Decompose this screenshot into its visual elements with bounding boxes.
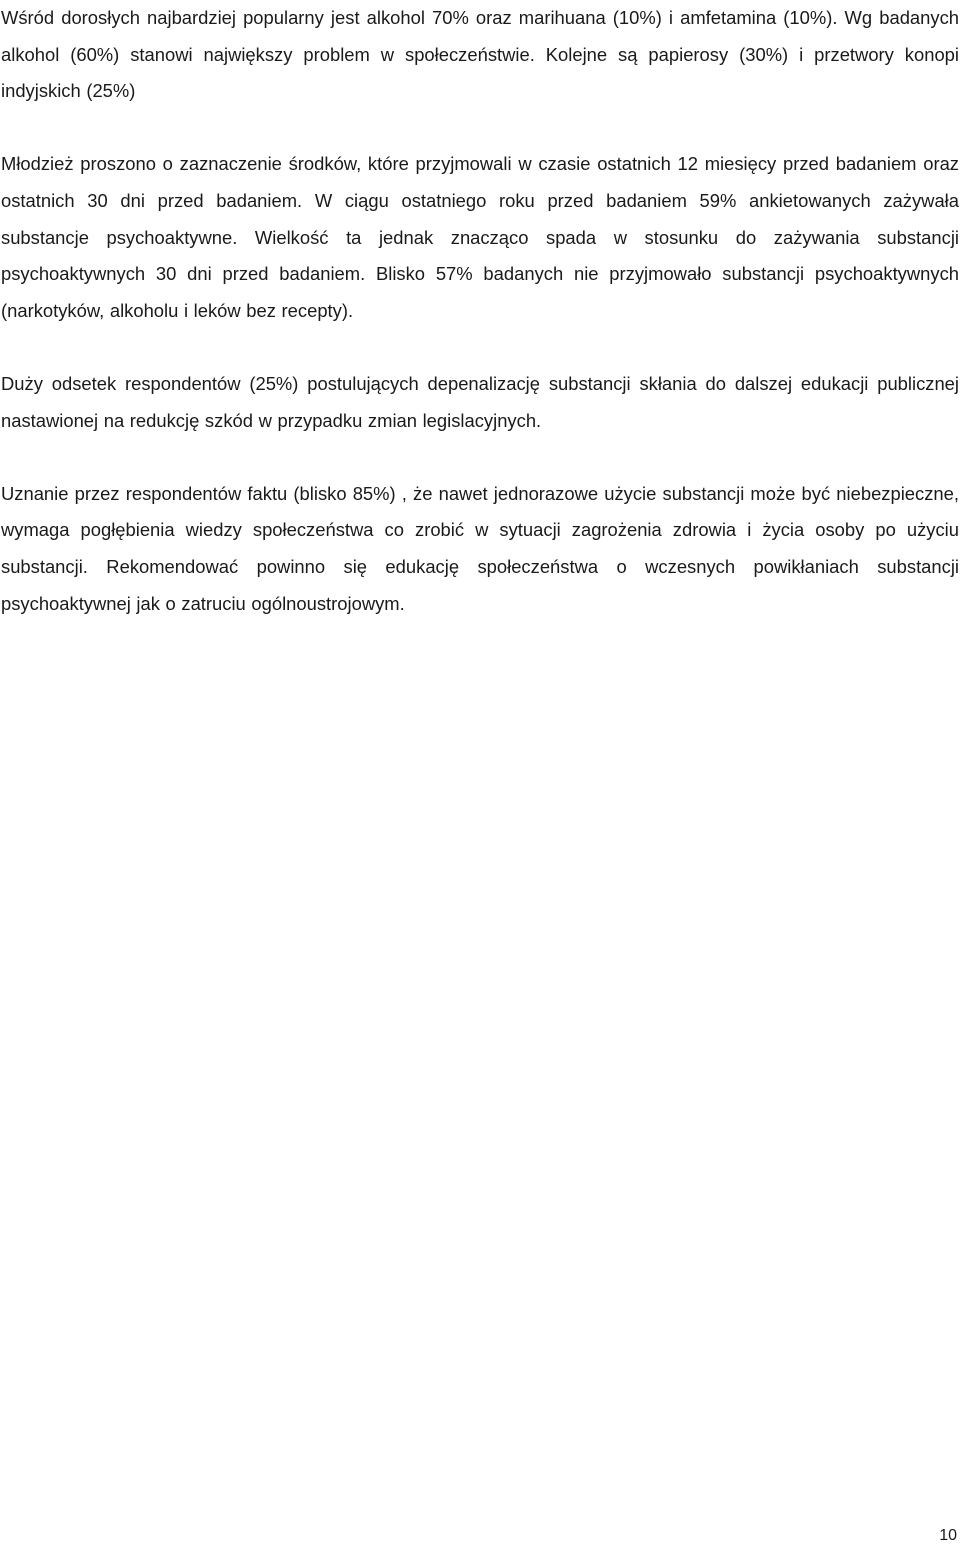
paragraph-youth-substance-use: Młodzież proszono o zaznaczenie środków, które przyjmowali w czasie ostatnich 12 miesięcy przed badaniem oraz ostatnich 30 dni przed badaniem. W ciągu ostatniego roku przed badaniem 59% ankietowanych zażywała substancje psychoaktywne. Wielkość ta jednak znacząco spada w stosunku do zażywania substancji psychoaktywnych 30 dni przed badaniem. Blisko 57% badanych nie przyjmowało substancji psychoaktywnych (narkotyków, alkoholu i leków bez recepty). [1, 153, 959, 321]
page-number: 10 [939, 1527, 957, 1544]
paragraph-depenalization: Duży odsetek respondentów (25%) postulujących depenalizację substancji skłania do dalszej edukacji publicznej nastawionej na redukcję szkód w przypadku zmian legislacyjnych. [1, 372, 959, 431]
document-body [1, 0, 959, 622]
paragraph-adult-substance-use: Wśród dorosłych najbardziej popularny jest alkohol 70% oraz marihuana (10%) i amfetamina (10%). Wg badanych alkohol (60%) stanowi największy problem w społeczeństwie. Kolejne są papierosy (30%) i przetwory konopi indyjskich (25%) [1, 7, 959, 102]
paragraph-recommendations: Uznanie przez respondentów faktu (blisko 85%) , że nawet jednorazowe użycie substancji może być niebezpieczne, wymaga pogłębienia wiedzy społeczeństwa co zrobić w sytuacji zagrożenia zdrowia i życia osoby po użyciu substancji. Rekomendować powinno się edukację społeczeństwa o wczesnych powikłaniach substancji psychoaktywnej jak o zatruciu ogólnoustrojowym. [1, 482, 959, 614]
